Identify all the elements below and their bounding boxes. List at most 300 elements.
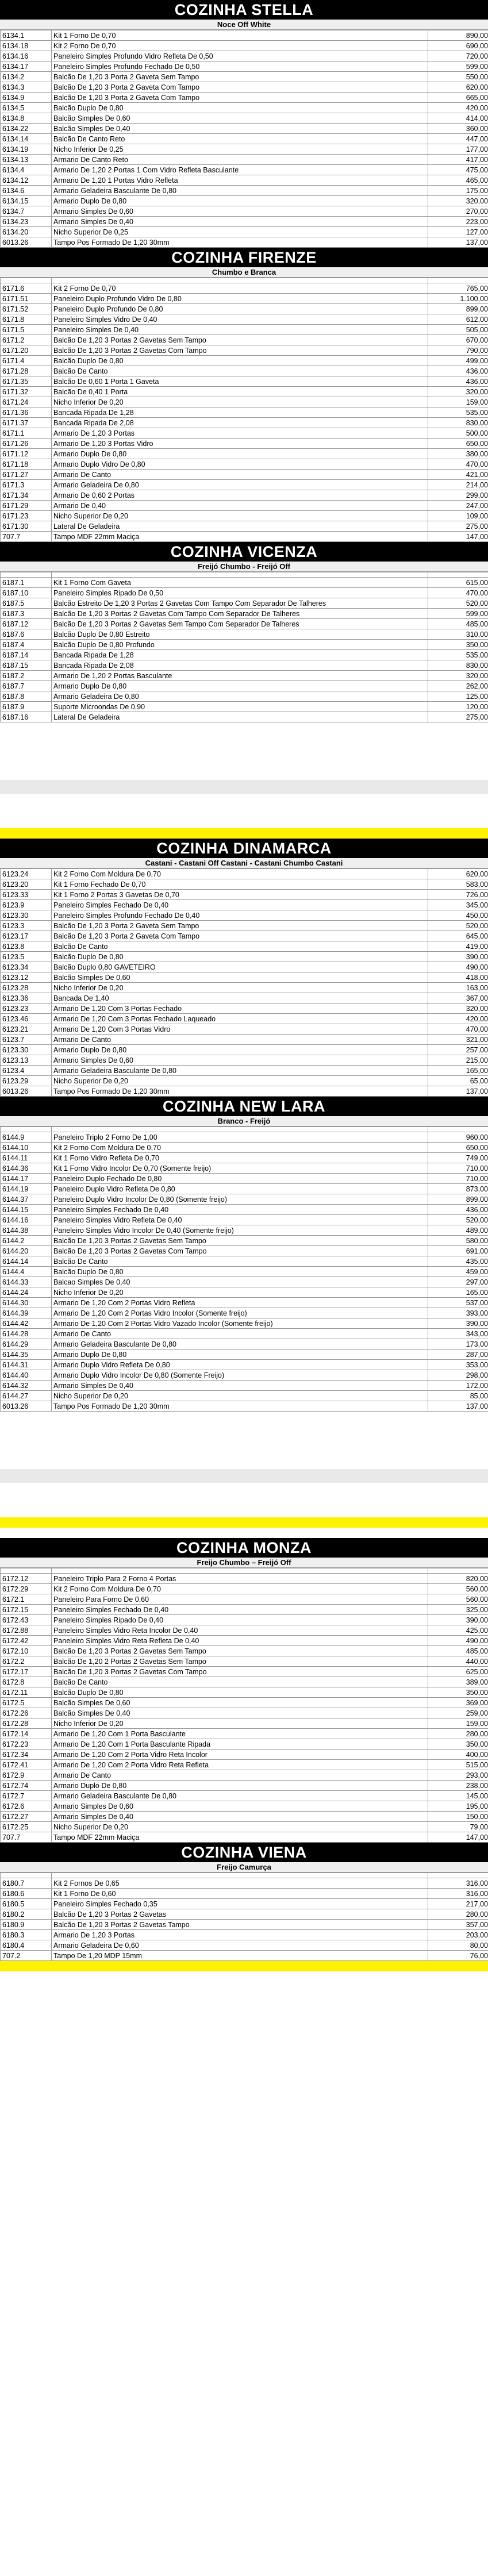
product-description: Balcão De 1,20 3 Portas 2 Gavetas Sem Tampo	[52, 335, 428, 345]
product-price: 163,00	[428, 983, 488, 993]
product-code: 6144.16	[1, 1215, 52, 1225]
product-code: 6171.4	[1, 356, 52, 366]
table-row	[1, 144, 488, 155]
product-description: Tampo De 1,20 MDP 15mm	[52, 1951, 428, 1961]
product-code: 6123.5	[1, 952, 52, 962]
product-price: 165,00	[428, 1066, 488, 1076]
table-row	[1, 702, 488, 712]
product-description: Armario Duplo Vidro Incolor De 0,80 (Somente Freijo)	[52, 1370, 428, 1381]
product-price: 320,00	[428, 196, 488, 206]
table-row	[1, 1329, 488, 1339]
product-code: 6123.29	[1, 1076, 52, 1086]
product-price: 393,00	[428, 1308, 488, 1318]
product-price: 173,00	[428, 1339, 488, 1349]
product-code: 6123.33	[1, 890, 52, 900]
product-code: 6172.8	[1, 1677, 52, 1687]
section-monza	[0, 1538, 488, 1843]
product-code: 6144.30	[1, 1298, 52, 1308]
product-code: 6172.74	[1, 1781, 52, 1791]
yellow-band	[0, 828, 488, 839]
product-price: 343,00	[428, 1329, 488, 1339]
product-code: 6144.32	[1, 1381, 52, 1391]
product-description: Armario Duplo De 0,80	[52, 681, 428, 691]
product-price: 367,00	[428, 993, 488, 1004]
product-price: 177,00	[428, 144, 488, 155]
product-code: 6134.7	[1, 206, 52, 217]
section-subtitle: Freijó Chumbo - Freijó Off	[0, 562, 488, 572]
table-row	[1, 72, 488, 82]
spacer-cell	[52, 1127, 428, 1132]
product-price: 390,00	[428, 952, 488, 962]
product-price: 485,00	[428, 619, 488, 629]
product-description: Armario De 1,20 2 Portas Basculante	[52, 671, 428, 681]
table-row	[1, 1360, 488, 1370]
product-price: 380,00	[428, 449, 488, 459]
product-code: 6123.13	[1, 1055, 52, 1066]
product-code: 6144.36	[1, 1163, 52, 1174]
product-description: Balcão De 0,40 1 Porta	[52, 387, 428, 397]
product-code: 6144.15	[1, 1205, 52, 1215]
product-code: 6123.46	[1, 1014, 52, 1024]
product-code: 6172.11	[1, 1687, 52, 1698]
product-code: 6144.10	[1, 1143, 52, 1153]
product-code: 6134.15	[1, 196, 52, 206]
product-price: 298,00	[428, 1370, 488, 1381]
product-description: Paneleiro Simples Vidro Incolor De 0,40 (Somente freijo)	[52, 1225, 428, 1236]
product-description: Armario Simples De 0,40	[52, 1812, 428, 1822]
table-row	[1, 439, 488, 449]
product-price: 414,00	[428, 113, 488, 124]
product-price: 820,00	[428, 1574, 488, 1584]
product-description: Paneleiro Simples Fechado De 0,40	[52, 900, 428, 910]
product-price: 299,00	[428, 490, 488, 501]
product-code: 6180.2	[1, 1909, 52, 1920]
product-price: 475,00	[428, 165, 488, 175]
table-row	[1, 609, 488, 619]
table-row	[1, 1066, 488, 1076]
table-row	[1, 1698, 488, 1708]
table-row	[1, 304, 488, 314]
product-code: 6171.18	[1, 459, 52, 470]
product-code: 6144.27	[1, 1391, 52, 1401]
section-subtitle: Castani - Castani Off Castani - Castani Chumbo Castani	[0, 858, 488, 868]
table-row	[1, 1625, 488, 1636]
product-code: 6180.6	[1, 1889, 52, 1899]
yellow-band	[0, 1961, 488, 1971]
product-description: Armario De 1,20 Com 3 Portas Fechado Laqueado	[52, 1014, 428, 1024]
product-price: 625,00	[428, 1667, 488, 1677]
product-code: 6134.13	[1, 155, 52, 165]
product-description: Bancada Ripada De 2,08	[52, 418, 428, 428]
product-description: Balcão Duplo De 0,80 Estreito	[52, 629, 428, 640]
product-code: 6180.3	[1, 1930, 52, 1940]
product-description: Paneleiro Para Forno De 0,60	[52, 1594, 428, 1605]
product-price: 418,00	[428, 972, 488, 983]
product-code: 6123.36	[1, 993, 52, 1004]
product-code: 6172.7	[1, 1791, 52, 1801]
product-price: 195,00	[428, 1801, 488, 1812]
table-row	[1, 1687, 488, 1698]
table-row	[1, 1339, 488, 1349]
page-break	[0, 780, 488, 794]
product-code: 6134.12	[1, 175, 52, 186]
product-code: 707.7	[1, 1832, 52, 1843]
product-code: 6171.12	[1, 449, 52, 459]
product-description: Nicho Inferior De 0,20	[52, 397, 428, 407]
table-row	[1, 1781, 488, 1791]
product-code: 6144.24	[1, 1287, 52, 1298]
product-price: 125,00	[428, 691, 488, 702]
product-code: 6123.30	[1, 1045, 52, 1055]
price-table	[0, 30, 488, 248]
product-price: 109,00	[428, 511, 488, 521]
product-description: Paneleiro Triplo Para 2 Forno 4 Portas	[52, 1574, 428, 1584]
table-row	[1, 1909, 488, 1920]
product-code: 6171.29	[1, 501, 52, 511]
table-row	[1, 1729, 488, 1739]
product-description: Armario Simples De 0,60	[52, 1801, 428, 1812]
product-code: 6134.8	[1, 113, 52, 124]
product-price: 830,00	[428, 660, 488, 671]
table-row	[1, 82, 488, 93]
spacer-cell	[52, 278, 428, 283]
table-row	[1, 952, 488, 962]
product-price: 500,00	[428, 428, 488, 439]
product-description: Armario De 1,20 Com 2 Portas Vidro Vazado Incolor (Somente freijo)	[52, 1318, 428, 1329]
spacer-row	[1, 572, 488, 578]
table-row	[1, 629, 488, 640]
product-description: Armario Duplo De 0,80	[52, 196, 428, 206]
table-row	[1, 671, 488, 681]
product-description: Paneleiro Duplo Profundo De 0,80	[52, 304, 428, 314]
table-row	[1, 691, 488, 702]
section-firenze	[0, 248, 488, 542]
product-price: 710,00	[428, 1174, 488, 1184]
product-price: 1.100,00	[428, 294, 488, 304]
product-code: 6134.16	[1, 51, 52, 61]
spacer-cell	[428, 572, 488, 578]
product-description: Armario Geladeira De 0,80	[52, 480, 428, 490]
product-description: Armario De Canto	[52, 1035, 428, 1045]
product-price: 316,00	[428, 1878, 488, 1889]
product-price: 535,00	[428, 650, 488, 660]
product-description: Balcão De 0,60 1 Porta 1 Gaveta	[52, 376, 428, 387]
table-row	[1, 1708, 488, 1718]
product-code: 6123.34	[1, 962, 52, 972]
product-description: Armario Duplo De 0,80	[52, 1781, 428, 1791]
table-row	[1, 490, 488, 501]
section-viena	[0, 1843, 488, 1961]
product-code: 6123.3	[1, 921, 52, 931]
product-description: Paneleiro Duplo Fechado De 0,80	[52, 1174, 428, 1184]
product-price: 257,00	[428, 1045, 488, 1055]
product-description: Nicho Superior De 0,20	[52, 1822, 428, 1832]
product-price: 159,00	[428, 397, 488, 407]
table-row	[1, 1718, 488, 1729]
product-price: 79,00	[428, 1822, 488, 1832]
section-newlara	[0, 1097, 488, 1412]
table-row	[1, 511, 488, 521]
product-code: 6144.9	[1, 1132, 52, 1143]
spacer-cell	[52, 572, 428, 578]
section-dinamarca	[0, 839, 488, 1097]
table-row	[1, 1318, 488, 1329]
product-price: 345,00	[428, 900, 488, 910]
table-row	[1, 890, 488, 900]
product-description: Armario Duplo Vidro De 0,80	[52, 459, 428, 470]
product-price: 665,00	[428, 93, 488, 103]
product-price: 320,00	[428, 671, 488, 681]
product-code: 6172.14	[1, 1729, 52, 1739]
product-description: Balcão De 1,20 3 Porta 2 Gaveta Com Tampo	[52, 93, 428, 103]
product-price: 436,00	[428, 366, 488, 376]
product-price: 175,00	[428, 186, 488, 196]
product-description: Balcão Duplo De 0,80	[52, 1687, 428, 1698]
product-code: 6144.39	[1, 1308, 52, 1318]
section-subtitle: Freijo Camurça	[0, 1862, 488, 1873]
product-description: Balcão Duplo De 0,80 Profundo	[52, 640, 428, 650]
product-price: 275,00	[428, 712, 488, 722]
product-price: 450,00	[428, 910, 488, 921]
product-price: 499,00	[428, 356, 488, 366]
product-price: 76,00	[428, 1951, 488, 1961]
page-gap	[0, 1528, 488, 1538]
table-row	[1, 993, 488, 1004]
product-description: Balcão De Canto Reto	[52, 134, 428, 144]
product-price: 515,00	[428, 1760, 488, 1770]
product-code: 6013.26	[1, 237, 52, 248]
product-description: Balcão Simples De 0,60	[52, 113, 428, 124]
table-row	[1, 1574, 488, 1584]
section-title: COZINHA STELLA	[0, 0, 488, 20]
product-price: 470,00	[428, 1024, 488, 1035]
page-gap	[0, 1483, 488, 1517]
product-description: Armario Geladeira Basculante De 0,80	[52, 1791, 428, 1801]
product-description: Armario Geladeira De 0,60	[52, 1940, 428, 1951]
table-row	[1, 1656, 488, 1667]
product-code: 6123.21	[1, 1024, 52, 1035]
product-description: Kit 1 Forno Vidro Incolor De 0,70 (Somente freijo)	[52, 1163, 428, 1174]
table-row	[1, 1401, 488, 1412]
table-row	[1, 134, 488, 144]
product-code: 6180.9	[1, 1920, 52, 1930]
table-row	[1, 428, 488, 439]
product-price: 223,00	[428, 217, 488, 227]
product-code: 6144.17	[1, 1174, 52, 1184]
table-row	[1, 294, 488, 304]
price-table	[0, 1568, 488, 1843]
table-row	[1, 1055, 488, 1066]
table-row	[1, 30, 488, 41]
product-description: Paneleiro Duplo Vidro Incolor De 0,80 (Somente freijo)	[52, 1194, 428, 1205]
product-description: Paneleiro Simples Profundo Fechado De 0,40	[52, 910, 428, 921]
product-price: 470,00	[428, 588, 488, 598]
product-description: Bancada Ripada De 1,28	[52, 650, 428, 660]
product-code: 6134.22	[1, 124, 52, 134]
spacer-row	[1, 278, 488, 283]
product-description: Bancada Ripada De 2,08	[52, 660, 428, 671]
table-row	[1, 941, 488, 952]
product-description: Paneleiro Simples Profundo Vidro Refleta De 0,50	[52, 51, 428, 61]
table-row	[1, 165, 488, 175]
product-code: 6171.35	[1, 376, 52, 387]
product-price: 137,00	[428, 237, 488, 248]
product-description: Balcão De 1,20 3 Portas 2 Gavetas Com Tampo	[52, 1667, 428, 1677]
product-code: 6172.1	[1, 1594, 52, 1605]
table-row	[1, 1391, 488, 1401]
product-code: 6134.20	[1, 227, 52, 237]
product-price: 137,00	[428, 1401, 488, 1412]
product-price: 247,00	[428, 501, 488, 511]
product-price: 899,00	[428, 1194, 488, 1205]
table-row	[1, 1163, 488, 1174]
section-subtitle: Branco - Freijó	[0, 1116, 488, 1126]
product-price: 145,00	[428, 1791, 488, 1801]
product-code: 6171.5	[1, 325, 52, 335]
product-description: Paneleiro Simples Vidro Refleta De 0,40	[52, 1215, 428, 1225]
product-code: 6134.1	[1, 30, 52, 41]
product-description: Armario De 1,20 Com 2 Portas Vidro Incolor (Somente freijo)	[52, 1308, 428, 1318]
table-row	[1, 1246, 488, 1256]
table-row	[1, 681, 488, 691]
product-description: Balcão De Canto	[52, 1677, 428, 1687]
product-code: 6172.17	[1, 1667, 52, 1677]
product-description: Tampo MDF 22mm Maciça	[52, 532, 428, 542]
product-price: 419,00	[428, 941, 488, 952]
product-code: 6144.37	[1, 1194, 52, 1205]
product-code: 6171.51	[1, 294, 52, 304]
product-price: 440,00	[428, 1656, 488, 1667]
product-code: 6172.10	[1, 1646, 52, 1656]
product-description: Balcão Duplo De 0,80	[52, 1267, 428, 1277]
product-code: 6187.12	[1, 619, 52, 629]
page-break	[0, 1469, 488, 1483]
product-description: Armario De 1,20 Com 3 Portas Vidro	[52, 1024, 428, 1035]
table-row	[1, 1677, 488, 1687]
product-description: Armario De 1,20 Com 1 Porta Basculante Ripada	[52, 1739, 428, 1750]
product-description: Armario Duplo Vidro Refleta De 0,80	[52, 1360, 428, 1370]
table-row	[1, 1370, 488, 1381]
product-description: Armario De 1,20 Com 2 Portas Vidro Refleta	[52, 1298, 428, 1308]
product-code: 6171.36	[1, 407, 52, 418]
table-row	[1, 186, 488, 196]
table-row	[1, 1086, 488, 1097]
product-description: Armario De 1,20 3 Portas	[52, 1930, 428, 1940]
product-description: Armario De 1,20 Com 1 Porta Basculante	[52, 1729, 428, 1739]
table-row	[1, 227, 488, 237]
table-row	[1, 61, 488, 72]
product-code: 6134.19	[1, 144, 52, 155]
table-row	[1, 910, 488, 921]
product-description: Armario De Canto	[52, 1770, 428, 1781]
product-price: 560,00	[428, 1594, 488, 1605]
table-row	[1, 650, 488, 660]
table-row	[1, 532, 488, 542]
product-code: 6187.3	[1, 609, 52, 619]
spacer-cell	[52, 1873, 428, 1878]
table-row	[1, 1236, 488, 1246]
product-price: 350,00	[428, 1739, 488, 1750]
product-description: Armario De 1,20 1 Portas Vidro Refleta	[52, 175, 428, 186]
product-code: 6171.1	[1, 428, 52, 439]
product-price: 357,00	[428, 1920, 488, 1930]
product-code: 6171.3	[1, 480, 52, 490]
product-description: Tampo Pos Formado De 1,20 30mm	[52, 1401, 428, 1412]
product-price: 691,00	[428, 1246, 488, 1256]
product-price: 490,00	[428, 1636, 488, 1646]
spacer-cell	[428, 1127, 488, 1132]
table-row	[1, 1184, 488, 1194]
table-row	[1, 1899, 488, 1909]
product-description: Armario De Canto	[52, 470, 428, 480]
table-row	[1, 1194, 488, 1205]
table-row	[1, 1298, 488, 1308]
table-row	[1, 869, 488, 879]
product-price: 214,00	[428, 480, 488, 490]
product-code: 6187.16	[1, 712, 52, 722]
product-price: 830,00	[428, 418, 488, 428]
table-row	[1, 51, 488, 61]
product-code: 6187.14	[1, 650, 52, 660]
product-description: Nicho Superior De 0,20	[52, 1076, 428, 1086]
product-code: 6172.23	[1, 1739, 52, 1750]
table-row	[1, 1832, 488, 1843]
product-description: Balcão Duplo De 0,80	[52, 356, 428, 366]
product-price: 203,00	[428, 1930, 488, 1940]
product-code: 6172.41	[1, 1760, 52, 1770]
product-description: Armario De Canto Reto	[52, 155, 428, 165]
table-row	[1, 459, 488, 470]
table-row	[1, 521, 488, 532]
table-row	[1, 1035, 488, 1045]
product-price: 390,00	[428, 1615, 488, 1625]
product-price: 280,00	[428, 1909, 488, 1920]
product-description: Balcao Simples De 0,40	[52, 1277, 428, 1287]
product-price: 350,00	[428, 1687, 488, 1698]
product-description: Nicho Inferior De 0,20	[52, 983, 428, 993]
product-code: 6171.8	[1, 314, 52, 325]
product-description: Paneleiro Simples Fechado 0,35	[52, 1899, 428, 1909]
product-price: 550,00	[428, 72, 488, 82]
table-row	[1, 660, 488, 671]
product-description: Balcão Simples De 0,60	[52, 972, 428, 983]
product-description: Armario Duplo De 0,80	[52, 1045, 428, 1055]
product-description: Kit 2 Forno De 0,70	[52, 41, 428, 51]
product-price: 137,00	[428, 1086, 488, 1097]
product-price: 320,00	[428, 387, 488, 397]
product-price: 436,00	[428, 1205, 488, 1215]
section-title: COZINHA VICENZA	[0, 542, 488, 562]
product-price: 690,00	[428, 41, 488, 51]
spacer-cell	[428, 1873, 488, 1878]
table-row	[1, 345, 488, 356]
product-price: 790,00	[428, 345, 488, 356]
spacer-row	[1, 1568, 488, 1574]
table-row	[1, 1951, 488, 1961]
product-description: Balcão Simples De 0,60	[52, 1698, 428, 1708]
table-row	[1, 879, 488, 890]
table-row	[1, 1205, 488, 1215]
table-row	[1, 366, 488, 376]
product-code: 6187.15	[1, 660, 52, 671]
product-price: 215,00	[428, 1055, 488, 1066]
section-title: COZINHA NEW LARA	[0, 1097, 488, 1116]
table-row	[1, 113, 488, 124]
product-description: Balcão Estreito De 1,20 3 Portas 2 Gavetas Com Tampo Com Separador De Talheres	[52, 598, 428, 609]
product-description: Balcão De 1,20 3 Porta 2 Gaveta Sem Tampo	[52, 921, 428, 931]
product-code: 6144.38	[1, 1225, 52, 1236]
product-price: 316,00	[428, 1889, 488, 1899]
